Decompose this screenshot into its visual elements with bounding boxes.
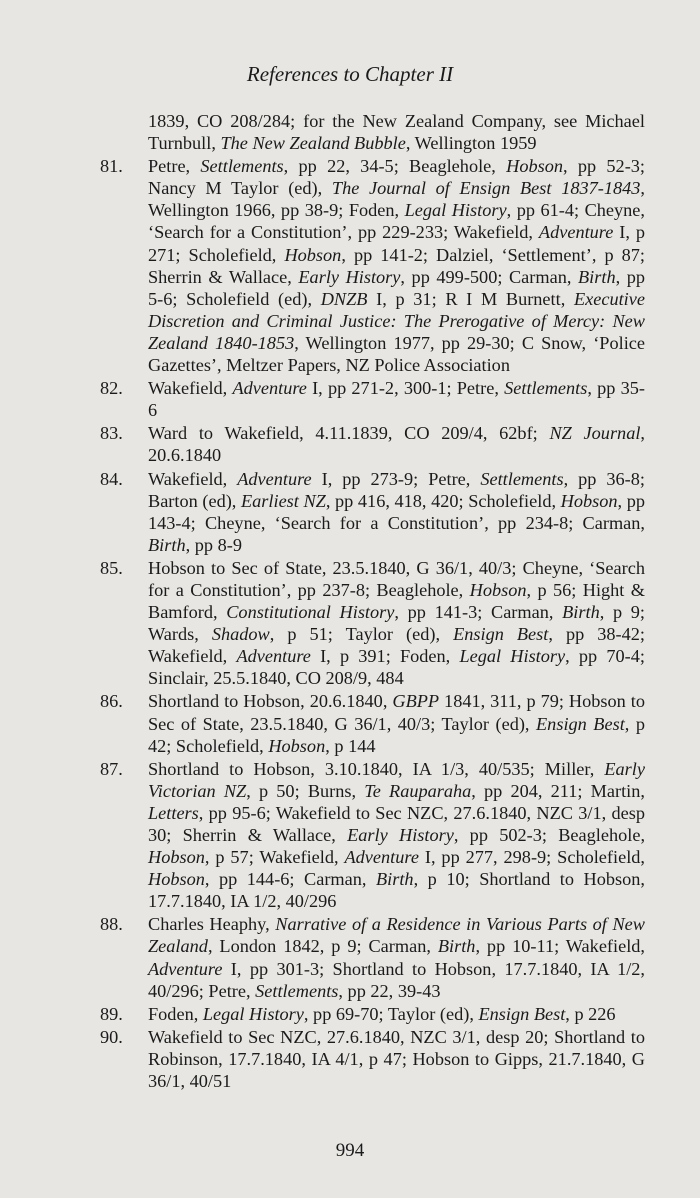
note-text: , pp 144-6; Carman, xyxy=(204,869,376,890)
note-number: 88. xyxy=(100,914,123,935)
note-title-text: Adventure xyxy=(538,222,614,243)
note-title-text: Earliest NZ xyxy=(240,490,326,511)
reference-note xyxy=(100,913,645,1001)
note-text: , pp 61-4; Cheyne, ‘Search for a Constitution’, pp 229-233; Wakefield, xyxy=(148,200,645,243)
note-title-text: Adventure xyxy=(237,468,312,489)
note-text: , pp 22, 34-5; Beaglehole, xyxy=(283,156,507,177)
note-number: 83. xyxy=(100,423,123,444)
note-text: , pp 36-8; Barton (ed), xyxy=(148,468,645,511)
note-text: I, pp 301-3; Shortland to Hobson, 17.7.1840, IA 1/2, 40/296; Petre, xyxy=(148,958,645,1001)
note-text: Charles Heaphy, xyxy=(148,914,276,935)
note-text: Ward to Wakefield, 4.11.1839, CO 209/4, 62bf; xyxy=(148,423,550,444)
reference-note xyxy=(100,110,645,154)
note-text: 1841, 311, p 79; Hobson to Sec of State, 23.5.1840, G 36/1, 40/3; Taylor (ed), xyxy=(148,691,645,734)
note-text: , pp 5-6; Scholefield (ed), xyxy=(148,266,646,309)
reference-note xyxy=(100,758,645,913)
note-text: , pp 502-3; Beaglehole, xyxy=(453,825,646,845)
note-title-text: DNZB xyxy=(320,288,368,309)
note-text: Wakefield to Sec NZC, 27.6.1840, NZC 3/1, desp 20; Shortland to Robinson, 17.7.1840, IA 4/1, p 47; Hobson to Gipps, 21.7.1840, G 36/1, 40/51 xyxy=(148,1026,645,1092)
note-number: 82. xyxy=(100,378,123,399)
note-text: , pp 204, 211; Martin, xyxy=(471,780,645,801)
note-text: Shortland to Hobson, 20.6.1840, xyxy=(148,691,393,712)
note-title-text: Te Rauparaha xyxy=(364,780,472,801)
note-title-text: Legal History xyxy=(459,646,566,667)
note-number: 87. xyxy=(100,758,123,779)
note-title-text: Letters xyxy=(148,802,199,823)
reference-note xyxy=(100,1026,645,1092)
note-text: , p 144 xyxy=(325,735,376,756)
note-text: , pp 143-4; Cheyne, ‘Search for a Constitution’, pp 234-8; Carman, xyxy=(148,490,646,533)
note-text: , London 1842, p 9; Carman, xyxy=(207,936,438,957)
note-text: , pp 35-6 xyxy=(148,378,645,421)
note-text: 1839, CO 208/284; for the New Zealand Company, see Michael Turnbull, xyxy=(148,111,645,154)
note-title-text: Constitutional History xyxy=(226,602,395,623)
note-title-text: Early Victorian NZ xyxy=(148,758,645,801)
note-title-text: Executive Discretion and Criminal Justice: The Prerogative of Mercy: New Zealand 1840-1853 xyxy=(148,288,645,353)
note-title-text: Hobson xyxy=(268,735,326,756)
note-title-text: Birth xyxy=(562,602,600,623)
note-text: , pp 141-3; Carman, xyxy=(394,602,563,623)
reference-notes-list xyxy=(100,110,645,1092)
note-text: Wakefield, xyxy=(148,378,233,399)
note-title-text: Birth xyxy=(437,936,476,957)
note-text: , p 57; Wakefield, xyxy=(204,847,345,868)
running-header: References to Chapter II xyxy=(246,62,454,86)
note-title-text: The New Zealand Bubble xyxy=(220,133,406,154)
note-text: Shortland to Hobson, 3.10.1840, IA 1/3, 40/535; Miller, xyxy=(148,758,605,779)
note-title-text: Adventure xyxy=(148,958,223,979)
note-title-text: Hobson xyxy=(506,156,564,177)
reference-note xyxy=(100,422,645,466)
note-title-text: Hobson xyxy=(469,579,527,600)
note-text: , pp 499-500; Carman, xyxy=(400,266,578,287)
note-text: , pp 70-4; Sinclair, 25.5.1840, CO 208/9, 484 xyxy=(148,646,645,689)
note-text: , pp 416, 418, 420; Scholefield, xyxy=(325,490,561,511)
note-title-text: Hobson xyxy=(284,244,342,265)
note-title-text: The Journal of Ensign Best 1837-1843 xyxy=(331,178,641,199)
note-title-text: Settlements xyxy=(255,980,339,1001)
note-title-text: Shadow xyxy=(211,624,270,645)
note-text: , 20.6.1840 xyxy=(148,423,645,466)
note-text: , pp 95-6; Wakefield to Sec NZC, 27.6.1840, NZC 3/1, desp 30; Sherrin & Wallace, xyxy=(148,802,645,845)
reference-note xyxy=(100,155,645,376)
note-title-text: Settlements xyxy=(480,468,564,489)
note-text: , pp 69-70; Taylor (ed), xyxy=(303,1003,479,1024)
note-text: Hobson to Sec of State, 23.5.1840, G 36/1, 40/3; Cheyne, ‘Search for a Constitution’, pp 237-8; Beaglehole, xyxy=(148,557,645,600)
note-text: , p 10; Shortland to Hobson, 17.7.1840, IA 1/2, 40/296 xyxy=(148,869,645,912)
reference-note xyxy=(100,468,645,556)
note-text: , p 226 xyxy=(565,1003,616,1024)
note-text: , pp 10-11; Wakefield, xyxy=(475,936,646,957)
note-text: , Wellington 1959 xyxy=(405,133,537,154)
note-text: , p 42; Scholefield, xyxy=(148,713,646,756)
note-title-text: GBPP xyxy=(392,691,440,712)
note-title-text: Adventure xyxy=(236,646,311,667)
note-text: , pp 22, 39-43 xyxy=(338,980,441,1001)
note-number: 89. xyxy=(100,1003,123,1024)
note-text: Wakefield, xyxy=(148,468,238,489)
note-title-text: Birth xyxy=(148,534,186,555)
reference-note xyxy=(100,690,645,756)
note-text: Petre, xyxy=(148,156,201,177)
note-text: , p 56; Hight & Bamford, xyxy=(148,579,645,623)
note-number: 86. xyxy=(100,691,123,712)
note-text: I, p 271; Scholefield, xyxy=(148,222,645,265)
note-text: , Wellington 1977, pp 29-30; C Snow, ‘Police Gazettes’, Meltzer Papers, NZ Police Association xyxy=(148,332,645,376)
note-text: , p 50; Burns, xyxy=(246,780,365,801)
note-text: , pp 38-42; Wakefield, xyxy=(148,624,646,667)
note-text: I, pp 277, 298-9; Scholefield, xyxy=(418,847,645,868)
note-text: Foden, xyxy=(148,1003,203,1024)
note-title-text: Early History xyxy=(347,825,454,845)
note-text: , Wellington 1966, pp 38-9; Foden, xyxy=(148,178,645,221)
reference-note xyxy=(100,1003,645,1025)
note-number: 84. xyxy=(100,468,123,489)
note-text: I, p 31; R I M Burnett, xyxy=(367,288,574,309)
note-text: , p 9; Wards, xyxy=(148,602,646,645)
note-title-text: Hobson xyxy=(560,490,618,511)
note-title-text: Settlements xyxy=(200,156,284,177)
note-number: 81. xyxy=(100,156,123,177)
note-number: 90. xyxy=(100,1026,123,1047)
note-title-text: Ensign Best xyxy=(536,713,625,734)
note-text: , pp 52-3; Nancy M Taylor (ed), xyxy=(148,156,645,199)
note-title-text: Hobson xyxy=(148,869,205,890)
note-title-text: Ensign Best xyxy=(478,1003,566,1024)
note-title-text: Adventure xyxy=(344,847,419,868)
note-text: I, pp 273-9; Petre, xyxy=(311,468,481,489)
note-title-text: NZ Journal xyxy=(549,423,641,444)
reference-note xyxy=(100,377,645,421)
note-title-text: Early History xyxy=(298,266,401,287)
note-title-text: Legal History xyxy=(202,1003,304,1024)
note-title-text: Adventure xyxy=(232,378,307,399)
note-title-text: Narrative of a Residence in Various Parts of New Zealand xyxy=(148,914,645,957)
note-text: , pp 8-9 xyxy=(185,534,242,555)
reference-note xyxy=(100,557,645,690)
note-title-text: Birth xyxy=(375,869,414,890)
page-number: 994 xyxy=(335,1140,365,1161)
note-number: 85. xyxy=(100,557,123,578)
note-title-text: Ensign Best xyxy=(453,624,549,645)
note-title-text: Birth xyxy=(578,266,616,287)
note-text: I, p 391; Foden, xyxy=(310,646,460,667)
note-text: I, pp 271-2, 300-1; Petre, xyxy=(306,378,505,399)
note-text: , p 51; Taylor (ed), xyxy=(269,624,454,645)
note-title-text: Settlements xyxy=(504,378,588,399)
note-title-text: Hobson xyxy=(148,847,205,868)
note-title-text: Legal History xyxy=(404,200,507,221)
note-text: , pp 141-2; Dalziel, ‘Settlement’, p 87; Sherrin & Wallace, xyxy=(148,244,645,287)
